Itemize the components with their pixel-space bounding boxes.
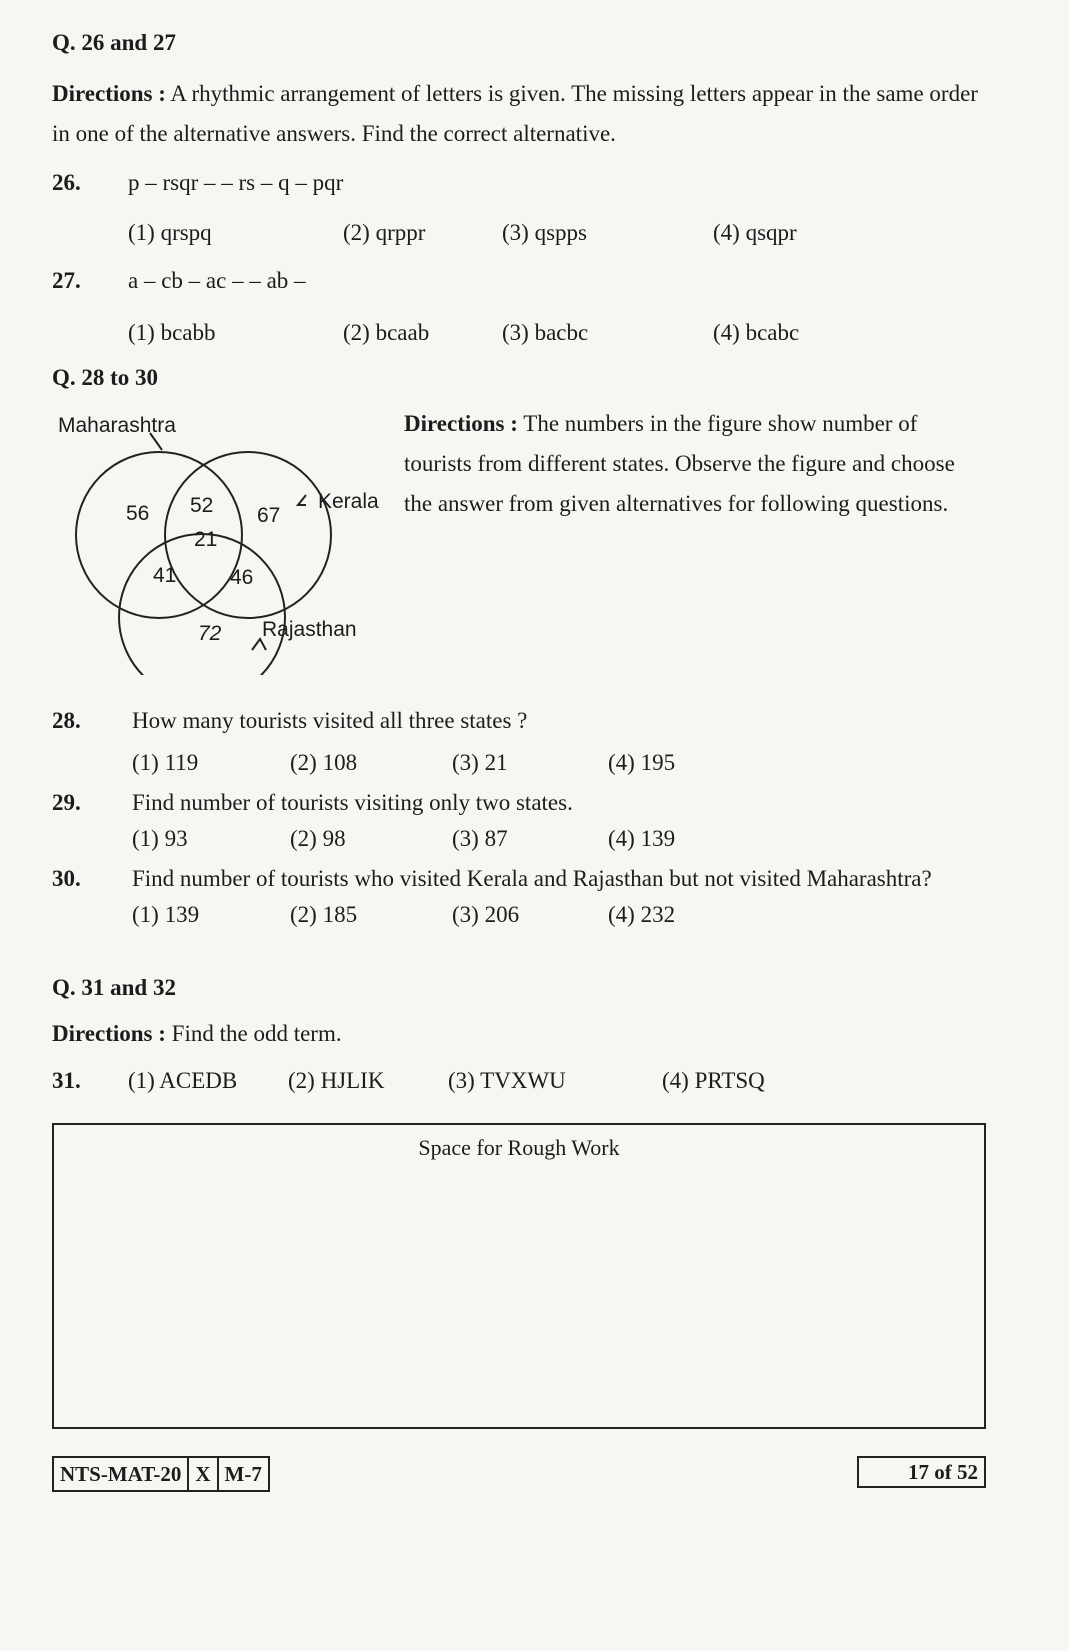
question-number-27: 27.: [52, 268, 81, 293]
option-28-3[interactable]: (3) 21: [452, 750, 508, 775]
exam-medium: M-7: [224, 1462, 262, 1486]
option-31-4[interactable]: (4) PRTSQ: [662, 1068, 765, 1093]
option-30-4[interactable]: (4) 232: [608, 902, 676, 927]
directions-label: Directions :: [404, 411, 518, 436]
venn-label-rajasthan: Rajasthan: [262, 618, 357, 641]
question-number-26: 26.: [52, 170, 81, 195]
question-text-28: How many tourists visited all three states ?: [132, 708, 528, 733]
rough-work-box: [52, 1123, 986, 1429]
venn-value-rajasthan-only: 72: [198, 622, 222, 645]
venn-value-maharashtra-rajasthan: 41: [153, 564, 177, 587]
exam-class: X: [189, 1458, 218, 1490]
exam-code-box: [52, 1456, 270, 1492]
option-30-3[interactable]: (3) 206: [452, 902, 520, 927]
directions-26-27: [52, 74, 987, 154]
option-28-2[interactable]: (2) 108: [290, 750, 358, 775]
option-27-3[interactable]: (3) bacbc: [502, 320, 589, 345]
directions-label: Directions :: [52, 1021, 166, 1046]
directions-text: Find the odd term.: [171, 1021, 342, 1046]
option-27-1[interactable]: (1) bcabb: [128, 320, 216, 345]
option-27-4[interactable]: (4) bcabc: [713, 320, 800, 345]
section-heading-26-27: Q. 26 and 27: [52, 30, 176, 55]
question-text-27: a – cb – ac – – ab –: [128, 268, 306, 293]
option-26-1[interactable]: (1) qrspq: [128, 220, 212, 245]
option-31-3[interactable]: (3) TVXWU: [448, 1068, 566, 1093]
option-27-2[interactable]: (2) bcaab: [343, 320, 430, 345]
venn-label-maharashtra: Maharashtra: [58, 414, 176, 437]
option-26-2[interactable]: (2) qrppr: [343, 220, 426, 245]
option-30-2[interactable]: (2) 185: [290, 902, 358, 927]
option-30-1[interactable]: (1) 139: [132, 902, 200, 927]
question-number-31: 31.: [52, 1068, 81, 1093]
section-heading-31-32: Q. 31 and 32: [52, 975, 176, 1000]
question-text-29: Find number of tourists visiting only two states.: [132, 790, 573, 815]
rough-work-title: Space for Rough Work: [418, 1135, 620, 1160]
option-26-4[interactable]: (4) qsqpr: [713, 220, 797, 245]
directions-text: A rhythmic arrangement of letters is given. The missing letters appear in the same order in one of the alternative answers. Find the correct alternative.: [52, 81, 978, 146]
directions-28-30: [404, 404, 988, 524]
venn-value-kerala-only: 67: [257, 504, 281, 527]
section-heading-28-30: Q. 28 to 30: [52, 365, 159, 390]
question-number-30: 30.: [52, 866, 81, 891]
question-text-26: p – rsqr – – rs – q – pqr: [128, 170, 344, 195]
kerala-pointer: [298, 495, 306, 505]
question-text-30: Find number of tourists who visited Kerala and Rajasthan but not visited Maharashtra?: [132, 866, 932, 891]
option-29-4[interactable]: (4) 139: [608, 826, 676, 851]
option-29-1[interactable]: (1) 93: [132, 826, 188, 851]
question-number-29: 29.: [52, 790, 81, 815]
directions-text: The numbers in the figure show number of tourists from different states. Observe the figure and choose the answer from given alternatives for following questions.: [404, 411, 955, 516]
venn-value-all-three: 21: [194, 528, 218, 551]
directions-label: Directions :: [52, 81, 166, 106]
option-31-2[interactable]: (2) HJLIK: [288, 1068, 385, 1093]
question-number-28: 28.: [52, 708, 81, 733]
venn-value-maharashtra-kerala: 52: [190, 494, 214, 517]
option-28-1[interactable]: (1) 119: [132, 750, 199, 775]
option-26-3[interactable]: (3) qspps: [502, 220, 587, 245]
page-number: 17 of 52: [857, 1456, 986, 1488]
directions-31-32: [52, 1014, 987, 1054]
venn-value-kerala-rajasthan: 46: [230, 566, 254, 589]
exam-code: NTS-MAT-20: [54, 1458, 189, 1490]
option-29-2[interactable]: (2) 98: [290, 826, 346, 851]
option-28-4[interactable]: (4) 195: [608, 750, 676, 775]
venn-value-maharashtra-only: 56: [126, 502, 150, 525]
venn-label-kerala: Kerala: [318, 490, 379, 513]
option-31-1[interactable]: (1) ACEDB: [128, 1068, 238, 1093]
option-29-3[interactable]: (3) 87: [452, 826, 508, 851]
